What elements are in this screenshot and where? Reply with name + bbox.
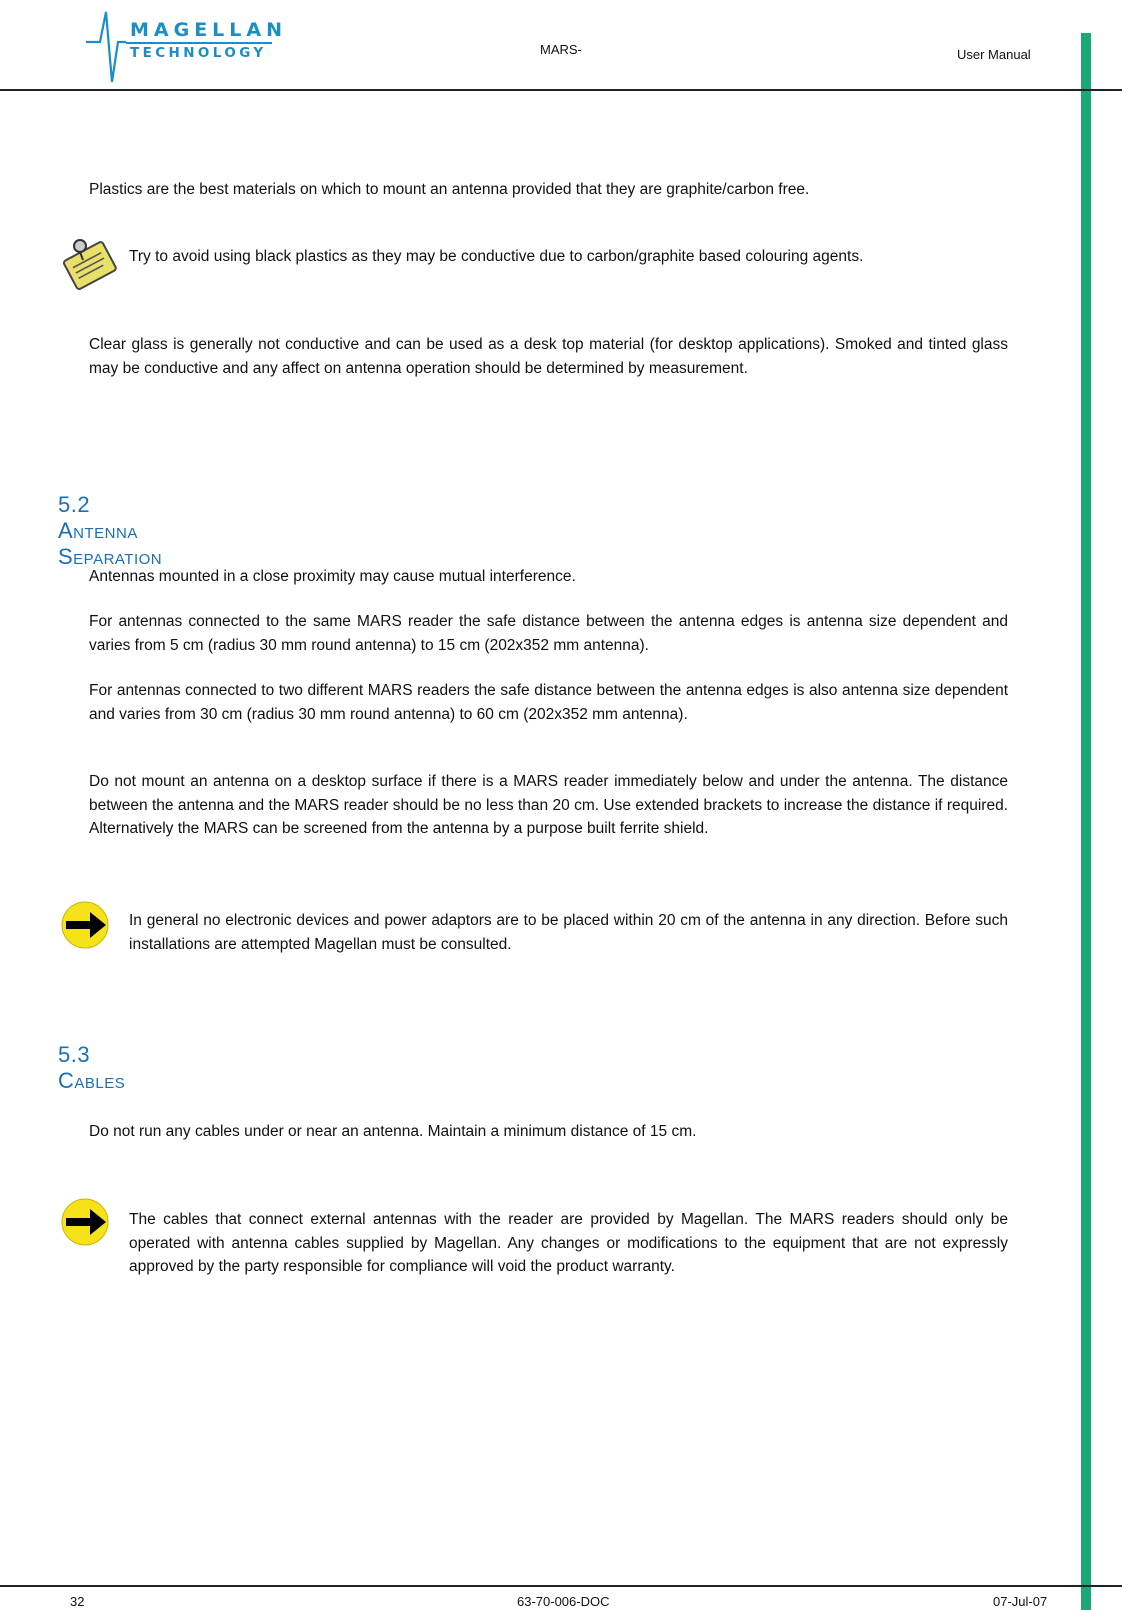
paragraph-desktop-mount: Do not mount an antenna on a desktop surface if there is a MARS reader immediately below and under the antenna. The distance between the antenna and the MARS reader should be no less than 20 cm. Use extended brackets to increase the distance if required. Alternatively the MARS can be screened from the antenna by a purpose built ferrite shield. <box>89 773 1008 837</box>
note-cable-compliance: The cables that connect external antennas with the reader are provided by Magellan. The MARS readers should only be operated with antenna cables supplied by Magellan. Any changes or modifications to the equipment that are not expressly approved by the party responsible for compliance will void the product warranty. <box>129 1211 1008 1275</box>
header-doc-title: User Manual <box>957 47 1031 62</box>
paragraph-cables: Do not run any cables under or near an antenna. Maintain a minimum distance of 15 cm. <box>89 1123 697 1140</box>
logo-wordmark-bottom: TECHNOLOGY <box>130 45 267 61</box>
logo-wordmark-top: MAGELLAN <box>130 19 288 41</box>
note-electronic-devices: In general no electronic devices and power adaptors are to be placed within 20 cm of the antenna in any direction. Before such installations are attempted Magellan must be consulted. <box>129 912 1008 953</box>
section-heading-5-2 <box>58 492 162 570</box>
note-black-plastics: Try to avoid using black plastics as they may be conductive due to carbon/graphite based colouring agents. <box>129 248 864 265</box>
paragraph-plastics: Plastics are the best materials on which to mount an antenna provided that they are graphite/carbon free. <box>89 181 810 198</box>
header-rule <box>0 89 1122 91</box>
right-arrow-icon <box>60 900 110 955</box>
logo-divider <box>126 42 272 44</box>
page-edge-bar <box>1081 33 1091 1610</box>
logo-pulse-icon <box>86 0 276 88</box>
footer-doc-number: 63-70-006-DOC <box>517 1594 610 1609</box>
footer-rule <box>0 1585 1122 1587</box>
paragraph-interference: Antennas mounted in a close proximity may cause mutual interference. <box>89 568 576 585</box>
section-number: 5.3 <box>58 1042 91 1067</box>
section-title: Cables <box>58 1068 126 1093</box>
header-product: MARS- <box>540 42 582 57</box>
paragraph-glass: Clear glass is generally not conductive and can be used as a desk top material (for desktop applications). Smoked and tinted glass may be conductive and any affect on antenna operation should be determined by measurement. <box>89 336 1008 377</box>
right-arrow-icon <box>60 1197 110 1252</box>
footer-date: 07-Jul-07 <box>993 1594 1048 1609</box>
page-header <box>0 0 1122 92</box>
footer-page-number: 32 <box>70 1594 85 1609</box>
paragraph-same-reader: For antennas connected to the same MARS reader the safe distance between the antenna edges is antenna size dependent and varies from 5 cm (radius 30 mm round antenna) to 15 cm (202x352 mm antenna). <box>89 613 1008 654</box>
memo-pin-icon <box>58 236 120 299</box>
section-title: Antenna Separation <box>58 518 163 569</box>
magellan-logo <box>86 0 288 88</box>
paragraph-different-readers: For antennas connected to two different MARS readers the safe distance between the antenna edges is also antenna size dependent and varies from 30 cm (radius 30 mm round antenna) to 60 cm (202x352 mm antenna). <box>89 682 1008 723</box>
section-number: 5.2 <box>58 492 91 517</box>
section-heading-5-3 <box>58 1042 125 1094</box>
